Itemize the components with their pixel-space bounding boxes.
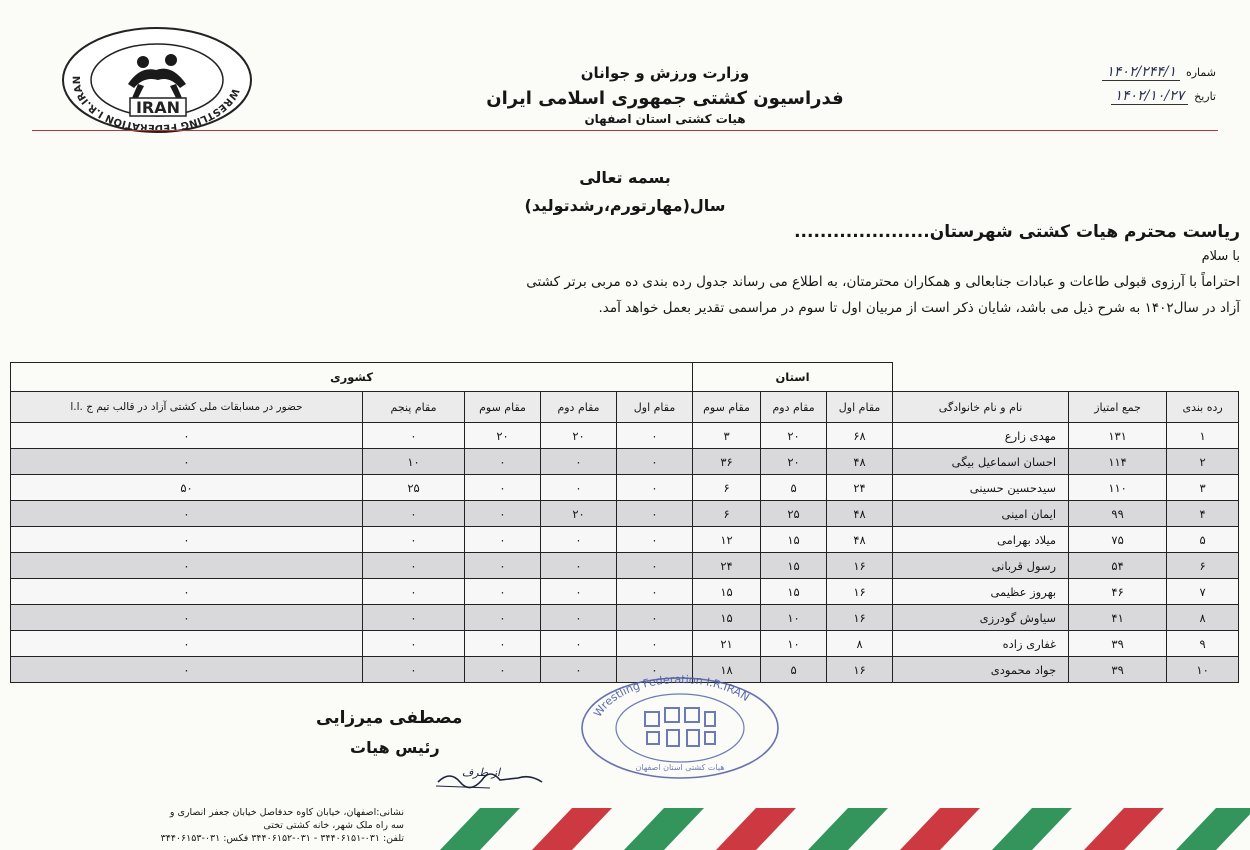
number-label: شماره bbox=[1185, 66, 1216, 79]
col-nat-third: مقام سوم bbox=[465, 392, 541, 423]
decorative-stripes bbox=[420, 790, 1250, 850]
cell-prov-second: ۱۵ bbox=[761, 579, 827, 605]
cell-nat-second: ۰ bbox=[541, 657, 617, 683]
table-row bbox=[11, 423, 1239, 449]
cell-rank: ۶ bbox=[1167, 553, 1239, 579]
col-total: جمع امتیاز bbox=[1069, 392, 1167, 423]
cell-prov-first: ۱۶ bbox=[827, 579, 893, 605]
col-nat-first: مقام اول bbox=[617, 392, 693, 423]
cell-prov-second: ۱۵ bbox=[761, 527, 827, 553]
cell-national-team: ۰ bbox=[11, 605, 363, 631]
cell-rank: ۸ bbox=[1167, 605, 1239, 631]
cell-prov-first: ۱۶ bbox=[827, 605, 893, 631]
cell-prov-first: ۴۸ bbox=[827, 449, 893, 475]
cell-total: ۳۹ bbox=[1069, 631, 1167, 657]
cell-total: ۱۱۴ bbox=[1069, 449, 1167, 475]
table-group-header bbox=[11, 363, 1239, 392]
stripe bbox=[716, 808, 796, 850]
signature-text: از طرف bbox=[461, 766, 500, 779]
cell-prov-first: ۴۸ bbox=[827, 527, 893, 553]
cell-national-team: ۰ bbox=[11, 527, 363, 553]
signer-name: مصطفی میرزایی bbox=[316, 708, 463, 728]
cell-prov-third: ۱۸ bbox=[693, 657, 761, 683]
table-row bbox=[11, 475, 1239, 501]
stripe bbox=[440, 808, 520, 850]
cell-nat-second: ۰ bbox=[541, 631, 617, 657]
cell-nat-first: ۰ bbox=[617, 449, 693, 475]
cell-total: ۱۳۱ bbox=[1069, 423, 1167, 449]
stripe bbox=[1176, 808, 1250, 850]
cell-nat-third: ۰ bbox=[465, 631, 541, 657]
logo-text: IRAN bbox=[135, 98, 181, 117]
cell-prov-first: ۴۸ bbox=[827, 501, 893, 527]
cell-nat-fifth: ۰ bbox=[363, 553, 465, 579]
col-rank: رده بندی bbox=[1167, 392, 1239, 423]
cell-rank: ۳ bbox=[1167, 475, 1239, 501]
table-row bbox=[11, 449, 1239, 475]
cell-rank: ۱۰ bbox=[1167, 657, 1239, 683]
cell-prov-first: ۲۴ bbox=[827, 475, 893, 501]
letter-number bbox=[1102, 64, 1216, 81]
cell-name: سیاوش گودرزی bbox=[893, 605, 1069, 631]
cell-prov-third: ۶ bbox=[693, 501, 761, 527]
cell-rank: ۲ bbox=[1167, 449, 1239, 475]
cell-nat-first: ۰ bbox=[617, 423, 693, 449]
cell-total: ۴۱ bbox=[1069, 605, 1167, 631]
cell-nat-second: ۰ bbox=[541, 553, 617, 579]
stripe bbox=[1084, 808, 1164, 850]
cell-rank: ۴ bbox=[1167, 501, 1239, 527]
cell-name: جواد محمودی bbox=[893, 657, 1069, 683]
cell-total: ۱۱۰ bbox=[1069, 475, 1167, 501]
cell-prov-third: ۶ bbox=[693, 475, 761, 501]
cell-name: بهروز عظیمی bbox=[893, 579, 1069, 605]
seal-bottom-text: هیات کشتی استان اصفهان bbox=[635, 763, 725, 772]
table-header-row bbox=[11, 392, 1239, 423]
cell-nat-second: ۲۰ bbox=[541, 501, 617, 527]
cell-nat-fifth: ۰ bbox=[363, 501, 465, 527]
cell-nat-fifth: ۰ bbox=[363, 605, 465, 631]
board-title: هیات کشتی استان اصفهان bbox=[584, 112, 746, 126]
cell-nat-third: ۰ bbox=[465, 501, 541, 527]
ranking-table bbox=[10, 362, 1239, 683]
cell-prov-second: ۵ bbox=[761, 475, 827, 501]
cell-prov-third: ۲۴ bbox=[693, 553, 761, 579]
ranking-table-body bbox=[11, 423, 1239, 683]
cell-name: احسان اسماعیل بیگی bbox=[893, 449, 1069, 475]
table-row bbox=[11, 553, 1239, 579]
cell-prov-second: ۱۰ bbox=[761, 631, 827, 657]
cell-nat-first: ۰ bbox=[617, 579, 693, 605]
signer-title: رئیس هیات bbox=[350, 738, 440, 757]
col-nat-second: مقام دوم bbox=[541, 392, 617, 423]
cell-national-team: ۰ bbox=[11, 501, 363, 527]
col-national-team: حضور در مسابقات ملی کشتی آزاد در قالب تیم ج .ا.ا bbox=[11, 392, 363, 423]
stripe bbox=[900, 808, 980, 850]
cell-prov-first: ۱۶ bbox=[827, 553, 893, 579]
cell-prov-third: ۱۲ bbox=[693, 527, 761, 553]
footer-address bbox=[84, 806, 404, 845]
seal-text: Wrestling Federation I.R.IRAN bbox=[591, 672, 752, 720]
stripe bbox=[532, 808, 612, 850]
table-row bbox=[11, 605, 1239, 631]
phone-line: تلفن: ۰۳۱-۳۴۴۰۶۱۵۱ - ۰۳۱-۳۴۴۰۶۱۵۲ فکس: ۰۳۱-۳۴۴۰۶۱۵۳ bbox=[160, 833, 404, 844]
cell-nat-fifth: ۰ bbox=[363, 631, 465, 657]
cell-rank: ۷ bbox=[1167, 579, 1239, 605]
number-value: ۱۴۰۲/۲۴۴/۱ bbox=[1102, 64, 1180, 81]
cell-nat-second: ۰ bbox=[541, 475, 617, 501]
letter-date bbox=[1111, 88, 1216, 105]
cell-prov-first: ۸ bbox=[827, 631, 893, 657]
cell-nat-second: ۰ bbox=[541, 579, 617, 605]
cell-name: میلاد بهرامی bbox=[893, 527, 1069, 553]
cell-prov-third: ۲۱ bbox=[693, 631, 761, 657]
cell-prov-second: ۲۰ bbox=[761, 449, 827, 475]
cell-nat-first: ۰ bbox=[617, 553, 693, 579]
ministry-title: وزارت ورزش و جوانان bbox=[580, 64, 750, 82]
basmala: بسمه تعالی bbox=[579, 168, 671, 187]
cell-national-team: ۰ bbox=[11, 579, 363, 605]
col-name: نام و نام خانوادگی bbox=[893, 392, 1069, 423]
cell-nat-second: ۰ bbox=[541, 449, 617, 475]
official-seal-icon bbox=[575, 672, 785, 782]
cell-prov-second: ۵ bbox=[761, 657, 827, 683]
stripe bbox=[992, 808, 1072, 850]
date-label: تاریخ bbox=[1194, 90, 1216, 103]
cell-nat-third: ۲۰ bbox=[465, 423, 541, 449]
cell-prov-third: ۱۵ bbox=[693, 605, 761, 631]
cell-nat-fifth: ۲۵ bbox=[363, 475, 465, 501]
cell-nat-third: ۰ bbox=[465, 475, 541, 501]
cell-rank: ۹ bbox=[1167, 631, 1239, 657]
cell-nat-fifth: ۰ bbox=[363, 579, 465, 605]
cell-nat-second: ۰ bbox=[541, 605, 617, 631]
cell-national-team: ۰ bbox=[11, 631, 363, 657]
cell-total: ۷۵ bbox=[1069, 527, 1167, 553]
cell-nat-fifth: ۰ bbox=[363, 657, 465, 683]
cell-total: ۵۴ bbox=[1069, 553, 1167, 579]
address-line-1: نشانی:اصفهان، خیابان کاوه حدفاصل خیابان جعفر انصاری و bbox=[169, 807, 404, 818]
cell-nat-third: ۰ bbox=[465, 579, 541, 605]
cell-total: ۳۹ bbox=[1069, 657, 1167, 683]
cell-nat-third: ۰ bbox=[465, 449, 541, 475]
cell-prov-first: ۱۶ bbox=[827, 657, 893, 683]
cell-total: ۹۹ bbox=[1069, 501, 1167, 527]
cell-nat-first: ۰ bbox=[617, 657, 693, 683]
cell-total: ۴۶ bbox=[1069, 579, 1167, 605]
cell-nat-fifth: ۰ bbox=[363, 527, 465, 553]
header-divider bbox=[32, 130, 1218, 131]
cell-prov-second: ۲۵ bbox=[761, 501, 827, 527]
cell-nat-first: ۰ bbox=[617, 501, 693, 527]
cell-national-team: ۰ bbox=[11, 449, 363, 475]
paragraph-line-2: آزاد در سال۱۴۰۲ به شرح ذیل می باشد، شایان ذکر است از مربیان اول تا سوم در مراسمی تقدیر بعمل خواهد آمد. bbox=[598, 300, 1240, 316]
salutation: با سلام bbox=[1201, 249, 1240, 264]
cell-prov-second: ۱۵ bbox=[761, 553, 827, 579]
cell-nat-first: ۰ bbox=[617, 527, 693, 553]
cell-nat-second: ۰ bbox=[541, 527, 617, 553]
cell-name: غفاری زاده bbox=[893, 631, 1069, 657]
cell-name: سیدحسین حسینی bbox=[893, 475, 1069, 501]
cell-nat-third: ۰ bbox=[465, 657, 541, 683]
address-line-2: سه راه ملک شهر، خانه کشتی تختی bbox=[263, 820, 404, 831]
svg-text:Wrestling Federation I.R.IRAN bbox=[591, 673, 752, 719]
group-province: استان bbox=[693, 363, 893, 392]
cell-national-team: ۵۰ bbox=[11, 475, 363, 501]
paragraph-line-1: احتراماً با آرزوی قبولی طاعات و عبادات جنابعالی و همکاران محترمتان، به اطلاع می رساند جدول رده بندی ده مربی برتر کشتی bbox=[526, 274, 1240, 290]
table-row bbox=[11, 631, 1239, 657]
col-nat-fifth: مقام پنجم bbox=[363, 392, 465, 423]
addressee: ریاست محترم هیات کشتی شهرستان..................... bbox=[794, 222, 1240, 242]
handwritten-signature bbox=[430, 760, 550, 794]
cell-prov-second: ۲۰ bbox=[761, 423, 827, 449]
cell-nat-third: ۰ bbox=[465, 605, 541, 631]
cell-nat-fifth: ۰ bbox=[363, 423, 465, 449]
federation-title: فدراسیون کشتی جمهوری اسلامی ایران bbox=[486, 88, 844, 109]
col-prov-first: مقام اول bbox=[827, 392, 893, 423]
cell-name: ایمان امینی bbox=[893, 501, 1069, 527]
col-prov-second: مقام دوم bbox=[761, 392, 827, 423]
cell-name: رسول قربانی bbox=[893, 553, 1069, 579]
logo-ring-text: WRESTLING FEDERATION I.R.IRAN bbox=[71, 75, 241, 134]
stripe bbox=[624, 808, 704, 850]
cell-name: مهدی زارع bbox=[893, 423, 1069, 449]
table-row bbox=[11, 501, 1239, 527]
cell-nat-third: ۰ bbox=[465, 553, 541, 579]
cell-nat-fifth: ۱۰ bbox=[363, 449, 465, 475]
cell-nat-first: ۰ bbox=[617, 475, 693, 501]
cell-prov-first: ۶۸ bbox=[827, 423, 893, 449]
group-national: کشوری bbox=[11, 363, 693, 392]
group-spacer bbox=[893, 363, 1239, 392]
stripe bbox=[808, 808, 888, 850]
col-prov-third: مقام سوم bbox=[693, 392, 761, 423]
table-row bbox=[11, 579, 1239, 605]
year-slogan: سال(مهارتورم،رشدتولید) bbox=[524, 196, 726, 215]
date-value: ۱۴۰۲/۱۰/۲۷ bbox=[1111, 88, 1189, 105]
cell-rank: ۱ bbox=[1167, 423, 1239, 449]
cell-nat-first: ۰ bbox=[617, 605, 693, 631]
cell-nat-first: ۰ bbox=[617, 631, 693, 657]
cell-prov-third: ۳۶ bbox=[693, 449, 761, 475]
cell-prov-second: ۱۰ bbox=[761, 605, 827, 631]
cell-prov-third: ۳ bbox=[693, 423, 761, 449]
cell-national-team: ۰ bbox=[11, 657, 363, 683]
cell-nat-second: ۲۰ bbox=[541, 423, 617, 449]
table-row bbox=[11, 527, 1239, 553]
cell-prov-third: ۱۵ bbox=[693, 579, 761, 605]
cell-nat-third: ۰ bbox=[465, 527, 541, 553]
cell-rank: ۵ bbox=[1167, 527, 1239, 553]
cell-national-team: ۰ bbox=[11, 553, 363, 579]
cell-national-team: ۰ bbox=[11, 423, 363, 449]
